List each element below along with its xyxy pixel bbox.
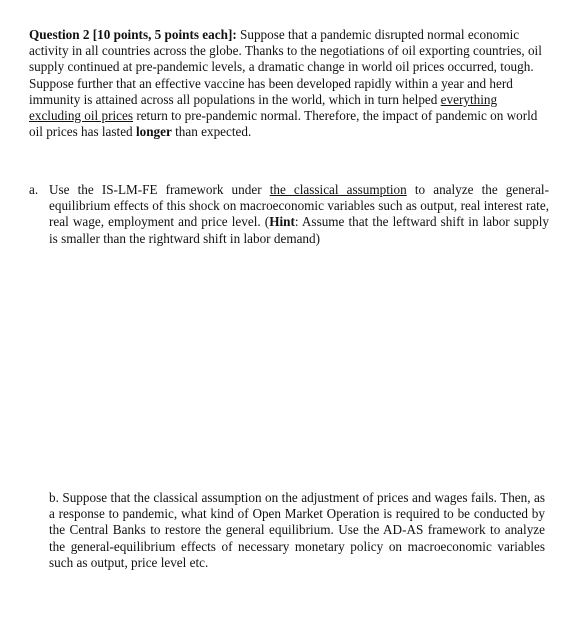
part-a-paragraph xyxy=(29,182,549,247)
part-a-hint-label: Hint xyxy=(269,214,295,230)
question-text-part-2: return to pre-pandemic normal. Therefore, the impact of pandemic on world oil prices has lasted xyxy=(29,108,538,140)
question-heading: Question 2 [10 points, 5 points each]: xyxy=(29,27,237,42)
question-text-part-3: than expected. xyxy=(171,124,252,140)
question-intro-paragraph xyxy=(29,27,549,140)
part-a-body xyxy=(49,182,549,247)
part-a-text-2: to analyze the general-equilibrium effects of this shock on macroeconomic variables such as output, real interest rate, real wage, employment and price level. ( xyxy=(49,182,549,230)
question-text-part-1: Suppose that a pandemic disrupted normal economic activity in all countries across the globe. Thanks to the negotiations of oil exporting countries, oil supply continued at pre-pandemic levels, a dramatic change in world oil prices occurred, tough. Suppose further that an effective vaccine has been developed rapidly within a year and herd immunity is attained across all populations in the world, which in turn helped xyxy=(29,27,542,107)
part-b-paragraph: b. Suppose that the classical assumption on the adjustment of prices and wages fails. Then, as a response to pandemic, what kind of Open Market Operation is required to be conducted by the Central Banks to restore the general equilibrium. Use the AD-AS framework to analyze the general-equilibrium effects of necessary monetary policy on macroeconomic variables such as output, price level etc. xyxy=(49,490,545,570)
part-a-text-3: : Assume that the leftward shift in labor supply is smaller than the rightward shift in labor demand) xyxy=(49,214,549,246)
part-a-underlined-phrase: the classical assumption xyxy=(269,182,407,197)
question-emphasis: longer xyxy=(135,124,172,140)
part-a-marker: a. xyxy=(29,182,39,197)
question-underlined-phrase: everything excluding oil prices xyxy=(29,91,498,124)
part-a-text-1: Use the IS-LM-FE framework under xyxy=(49,182,270,197)
